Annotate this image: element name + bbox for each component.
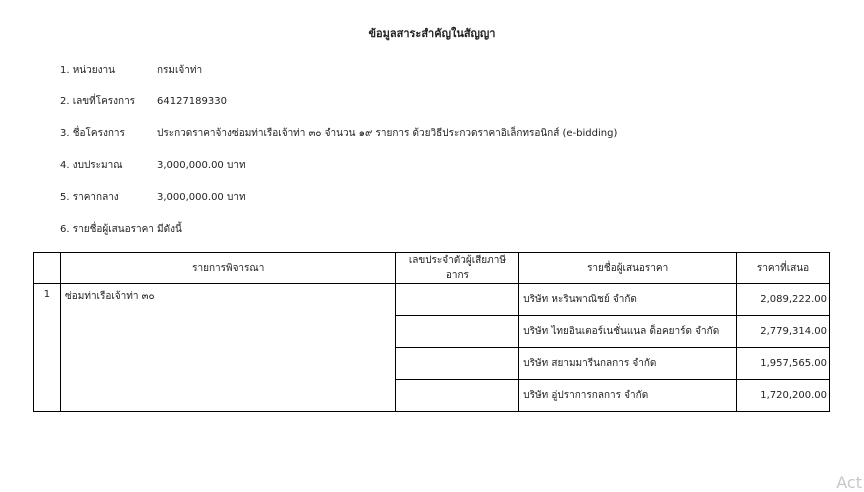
field-median-price	[60, 190, 246, 205]
header-tax-id: เลขประจำตัวผู้เสียภาษีอากร	[396, 253, 519, 284]
project-number-label: 2. เลขที่โครงการ	[60, 96, 136, 107]
activation-watermark: Act	[836, 473, 862, 492]
item-number: 1	[34, 284, 61, 412]
bidder-name: บริษัท ไทยอินเตอร์เนชั่นแนล ด็อคยาร์ด จำกัด	[519, 316, 737, 348]
field-agency	[60, 63, 202, 78]
bid-price: 2,089,222.00	[737, 284, 830, 316]
project-name-value: ประกวดราคาจ้างซ่อมท่าเรือเจ้าท่า ๓๐ จำนวน ๑๙ รายการ ด้วยวิธีประกวดราคาอิเล็กทรอนิกส์ (e-bidding)	[157, 128, 618, 139]
tax-id	[396, 284, 519, 316]
tax-id	[396, 316, 519, 348]
bid-price: 1,720,200.00	[737, 380, 830, 412]
document-title: ข้อมูลสาระสำคัญในสัญญา	[368, 27, 496, 40]
bidders-table	[33, 252, 830, 412]
median-price-label: 5. ราคากลาง	[60, 192, 119, 203]
header-item: รายการพิจารณา	[60, 253, 395, 284]
bid-price: 2,779,314.00	[737, 316, 830, 348]
budget-value: 3,000,000.00 บาท	[157, 160, 246, 171]
header-price: ราคาที่เสนอ	[737, 253, 830, 284]
project-number-value: 64127189330	[157, 96, 227, 107]
project-name-label: 3. ชื่อโครงการ	[60, 128, 125, 139]
field-project-name	[60, 126, 617, 141]
tax-id	[396, 348, 519, 380]
table-header-row	[34, 253, 830, 284]
tax-id	[396, 380, 519, 412]
agency-value: กรมเจ้าท่า	[157, 65, 203, 76]
header-number	[34, 253, 61, 284]
median-price-value: 3,000,000.00 บาท	[157, 192, 246, 203]
header-bidder: รายชื่อผู้เสนอราคา	[519, 253, 737, 284]
bid-price: 1,957,565.00	[737, 348, 830, 380]
table-row	[34, 284, 830, 316]
bidder-name: บริษัท สยามมารีนกลการ จำกัด	[519, 348, 737, 380]
bidder-name: บริษัท หะรินพาณิชย์ จำกัด	[519, 284, 737, 316]
bidders-heading: 6. รายชื่อผู้เสนอราคา มีดังนี้	[60, 224, 182, 235]
field-budget	[60, 158, 246, 173]
bidder-name: บริษัท อู่ปราการกลการ จำกัด	[519, 380, 737, 412]
budget-label: 4. งบประมาณ	[60, 160, 123, 171]
item-name: ซ่อมท่าเรือเจ้าท่า ๓๐	[60, 284, 395, 412]
agency-label: 1. หน่วยงาน	[60, 65, 115, 76]
field-project-number	[60, 94, 227, 109]
